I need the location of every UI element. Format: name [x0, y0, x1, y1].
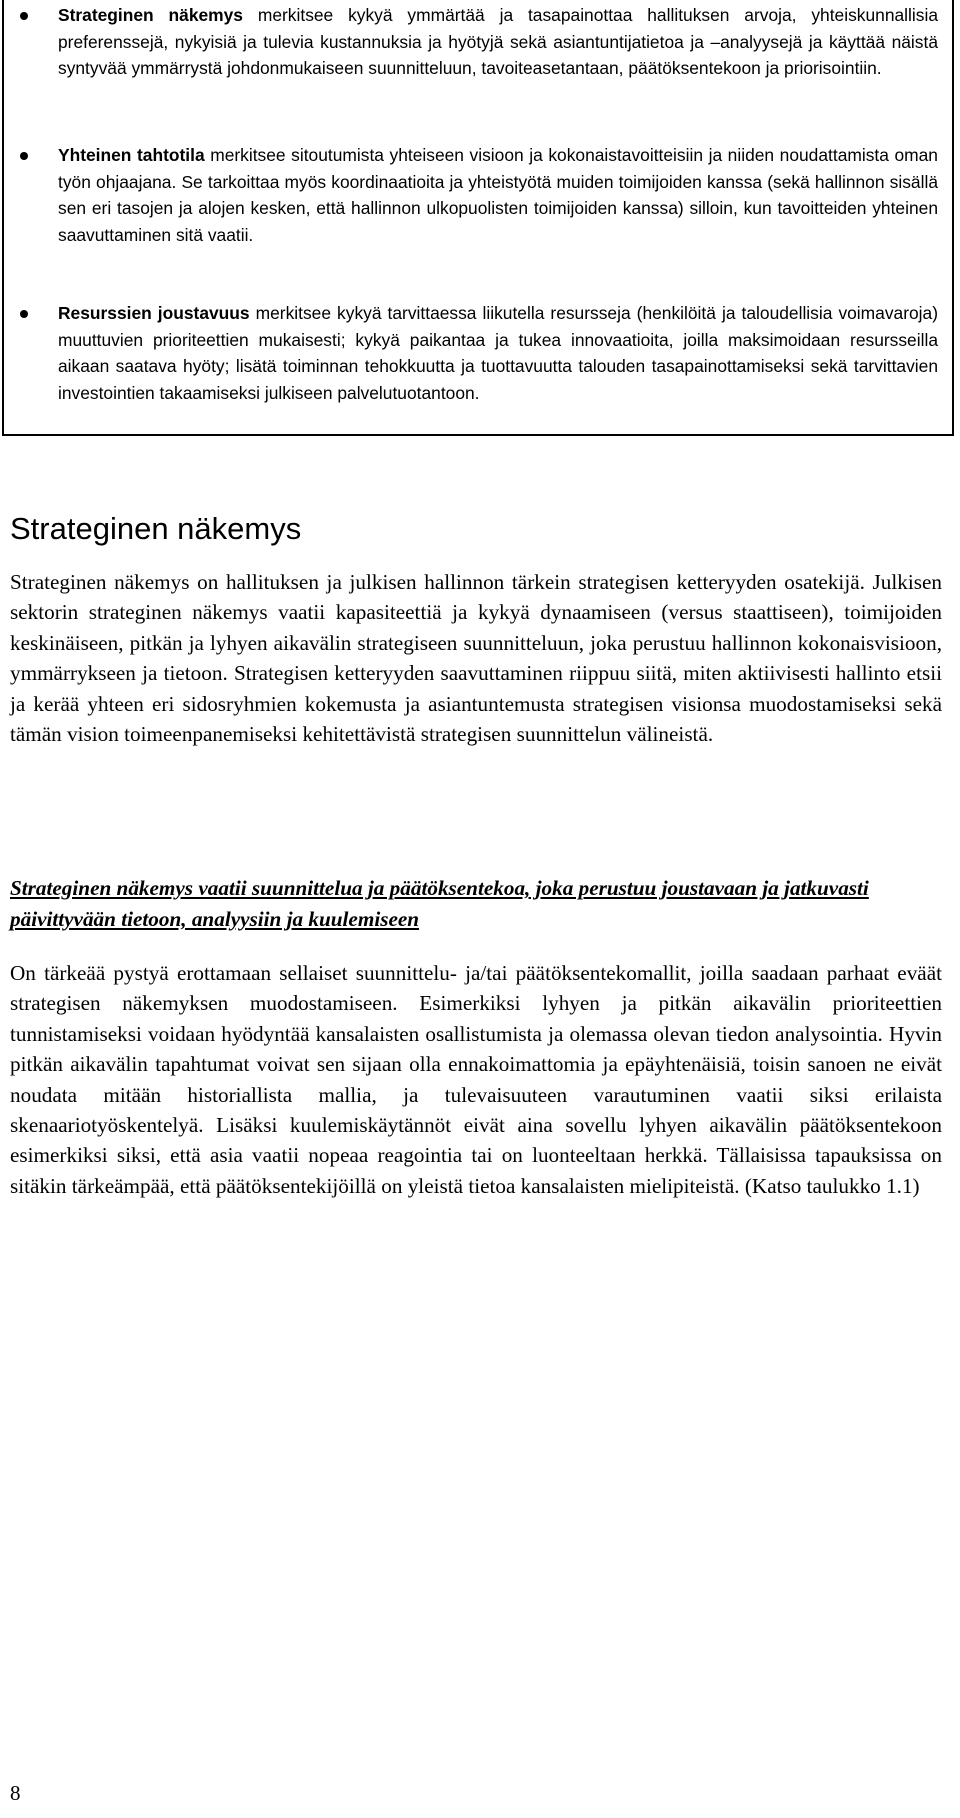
bullet-icon: [20, 310, 28, 318]
term-definition: merkitsee sitoutumista yhteiseen visioon ja kokonaistavoitteisiin ja niiden noudattamista oman työn ohjaajana. Se tarkoittaa myös koordinaatioita ja yhteistyötä muiden toimijoiden kanssa (sekä hallinnon sisällä sen eri tasojen ja alojen kesken, että hallinnon ulkopuolisten toimijoiden kanssa) silloin, kun tavoitteiden yhteinen saavuttaminen sitä vaatii.: [58, 145, 938, 245]
list-item-text: [58, 300, 938, 406]
section-subheading: Strateginen näkemys vaatii suunnittelua ja päätöksentekoa, joka perustuu joustavaan ja jatkuvasti päivittyvään tietoon, analyysiin ja kuulemiseen: [10, 876, 869, 931]
bullet-icon: [20, 152, 28, 160]
list-item-text: [58, 142, 938, 248]
bullet-icon: [20, 12, 28, 20]
term-label: Yhteinen tahtotila: [58, 145, 205, 165]
term-label: Strateginen näkemys: [58, 5, 243, 25]
term-definition: merkitsee kykyä tarvittaessa liikutella resursseja (henkilöitä ja taloudellisia voimavaroja) muuttuvien prioriteettien mukaisesti; kykyä paikantaa ja tukea innovaatioita, joilla maksimoidaan resursseilla aikaan saatava hyöty; lisätä toiminnan tehokkuutta ja tuottavuutta talouden tasapainottamiseksi sekä tarvittavien investointien takaamiseksi julkiseen palvelutuotantoon.: [58, 303, 938, 403]
list-item-text: [58, 2, 938, 82]
term-definition: merkitsee kykyä ymmärtää ja tasapainottaa hallituksen arvoja, yhteiskunnallisia preferenssejä, nykyisiä ja tulevia kustannuksia ja hyötyjä sekä asiantuntijatietoa ja –analyysejä ja käyttää näistä syntyvää ymmärrystä johdonmukaiseen suunnitteluun, tavoiteasetantaan, päätöksentekoon ja priorisointiin.: [58, 5, 938, 79]
body-paragraph: On tärkeää pystyä erottamaan sellaiset suunnittelu- ja/tai päätöksentekomallit, joilla saadaan parhaat eväät strategisen näkemyksen muodostamiseen. Esimerkiksi lyhyen ja pitkän aikavälin prioriteettien tunnistamiseksi voidaan hyödyntää kansalaisten osallistumista ja olemassa olevan tiedon analysointia. Hyvin pitkän aikavälin tapahtumat voivat sen sijaan olla ennakoimattomia ja epäyhtenäisiä, toisin sanoen ne eivät noudata mitään historiallista mallia, ja tulevaisuuteen varautuminen vaatii siksi erilaista skenaariotyöskentelyä. Lisäksi kuulemiskäytännöt eivät aina sovellu lyhyen aikavälin päätöksentekoon esimerkiksi siksi, että asia vaatii nopeaa reagointia tai on luonteeltaan herkkä. Tällaisissa tapauksissa on sitäkin tärkeämpää, että päätöksentekijöillä on yleistä tietoa kansalaisten mielipiteistä. (Katso taulukko 1.1): [10, 961, 942, 1198]
definition-box: [2, 0, 954, 436]
body-paragraph: Strateginen näkemys on hallituksen ja julkisen hallinnon tärkein strategisen ketteryyden osatekijä. Julkisen sektorin strateginen näkemys vaatii kapasiteettiä ja kykyä dynaamiseen (versus staattiseen), toimijoiden keskinäiseen, pitkän ja lyhyen aikavälin strategiseen suunnitteluun, joka perustuu hallinnon kokonaisvisioon, ymmärrykseen ja tietoon. Strategisen ketteryyden saavuttaminen riippuu siitä, miten aktiivisesti hallinto etsii ja kerää yhteen eri sidosryhmien kokemusta ja asiantuntemusta strategisen visionsa muodostamiseksi sekä tämän vision toimeenpanemiseksi kehitettävistä strategisen suunnittelun välineistä.: [10, 570, 942, 747]
page-number: 8: [10, 1781, 21, 1805]
section-heading: Strateginen näkemys: [10, 511, 302, 546]
term-label: Resurssien joustavuus: [58, 303, 250, 323]
